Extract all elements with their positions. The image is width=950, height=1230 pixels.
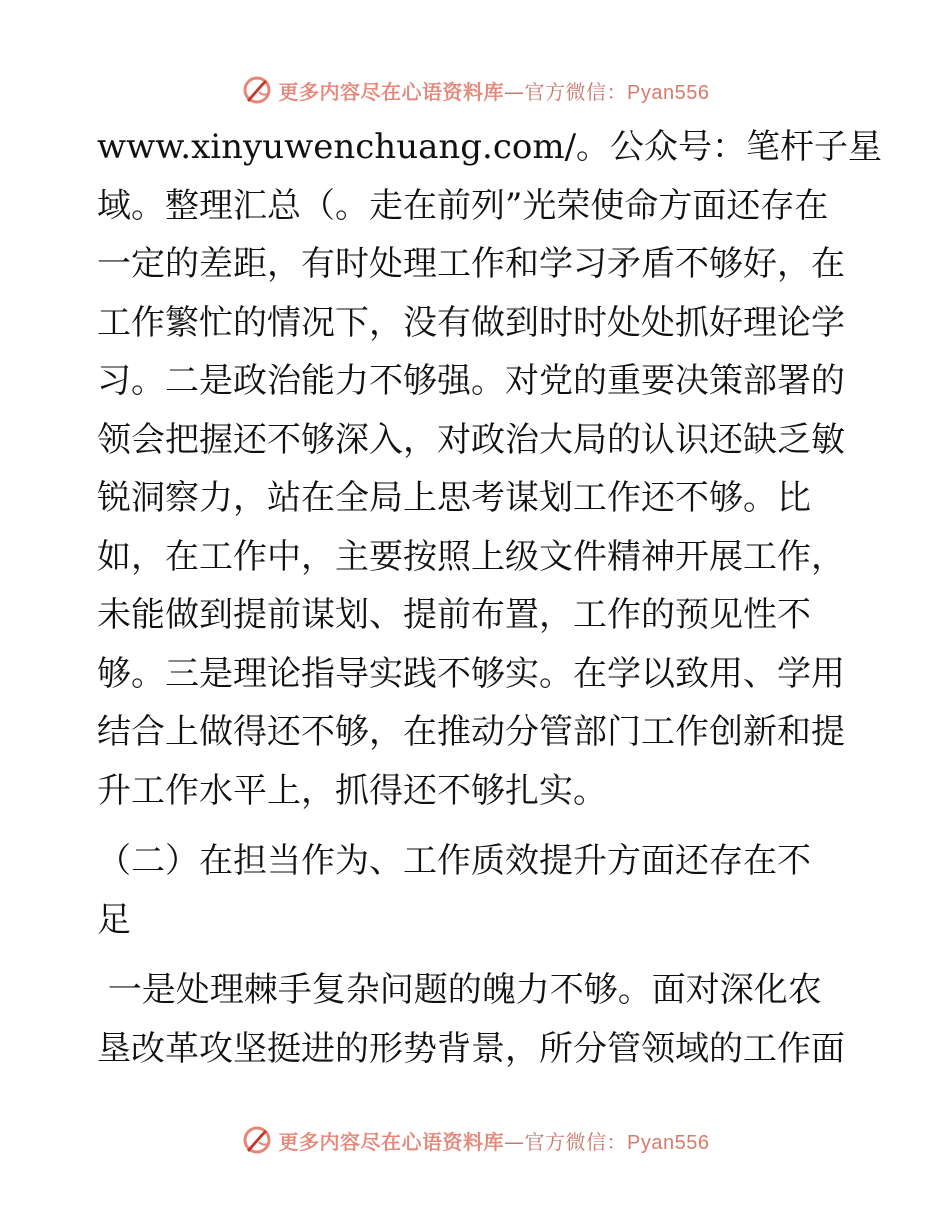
watermark-dash: —: [504, 1129, 525, 1154]
header-watermark: [0, 72, 950, 108]
watermark-sub: 官方微信：: [524, 79, 628, 104]
heading-line: 足: [97, 899, 131, 940]
paragraph-spacer: [97, 949, 857, 961]
text-line: 未能做到提前谋划、提前布置，工作的预见性不: [97, 595, 811, 635]
watermark-sub: 官方微信：: [524, 1129, 628, 1154]
watermark-text: [279, 1126, 710, 1155]
text-line: www.xinyuwenchuang.com/。公众号：笔杆子星: [97, 127, 883, 167]
text-line: 习。二是政治能力不够强。对党的重要决策部署的: [97, 361, 845, 401]
text-line: 域。整理汇总（。走在前列”光荣使命方面还存在: [97, 185, 829, 226]
watermark-id: Pyan556: [627, 81, 710, 104]
text-line: 如，在工作中，主要按照上级文件精神开展工作，: [97, 536, 845, 577]
watermark-text: [279, 76, 710, 105]
text-line: 升工作水平上，抓得还不够扎实。: [97, 770, 607, 811]
text-line: 一定的差距，有时处理工作和学习矛盾不够好，在: [97, 244, 845, 284]
heading-line: （二）在担当作为、工作质效提升方面还存在不: [97, 841, 811, 881]
text-line: 锐洞察力，站在全局上思考谋划工作还不够。比: [97, 478, 811, 518]
brush-logo-icon: [241, 1124, 273, 1156]
paragraph-spacer: [97, 820, 857, 832]
text-line: 结合上做得还不够，在推动分管部门工作创新和提: [97, 712, 845, 752]
text-line: 工作繁忙的情况下，没有做到时时处处抓好理论学: [97, 302, 845, 343]
watermark-id: Pyan556: [627, 1131, 710, 1154]
text-line: 一是处理棘手复杂问题的魄力不够。面对深化农: [97, 970, 822, 1010]
section-heading-2: [97, 832, 857, 949]
text-line: 领会把握还不够深入，对政治大局的认识还缺乏敏: [97, 419, 845, 460]
document-body: [97, 118, 883, 1078]
text-line: 垦改革攻坚挺进的形势背景，所分管领域的工作面: [97, 1028, 845, 1069]
watermark-main: 更多内容尽在心语资料库: [278, 79, 505, 104]
watermark-main: 更多内容尽在心语资料库: [278, 1129, 505, 1154]
watermark-dash: —: [504, 79, 525, 104]
paragraph-1: [97, 118, 883, 820]
footer-watermark: [0, 1122, 950, 1158]
brush-logo-icon: [241, 74, 273, 106]
paragraph-2: [97, 961, 857, 1078]
text-line: 够。三是理论指导实践不够实。在学以致用、学用: [97, 653, 845, 694]
